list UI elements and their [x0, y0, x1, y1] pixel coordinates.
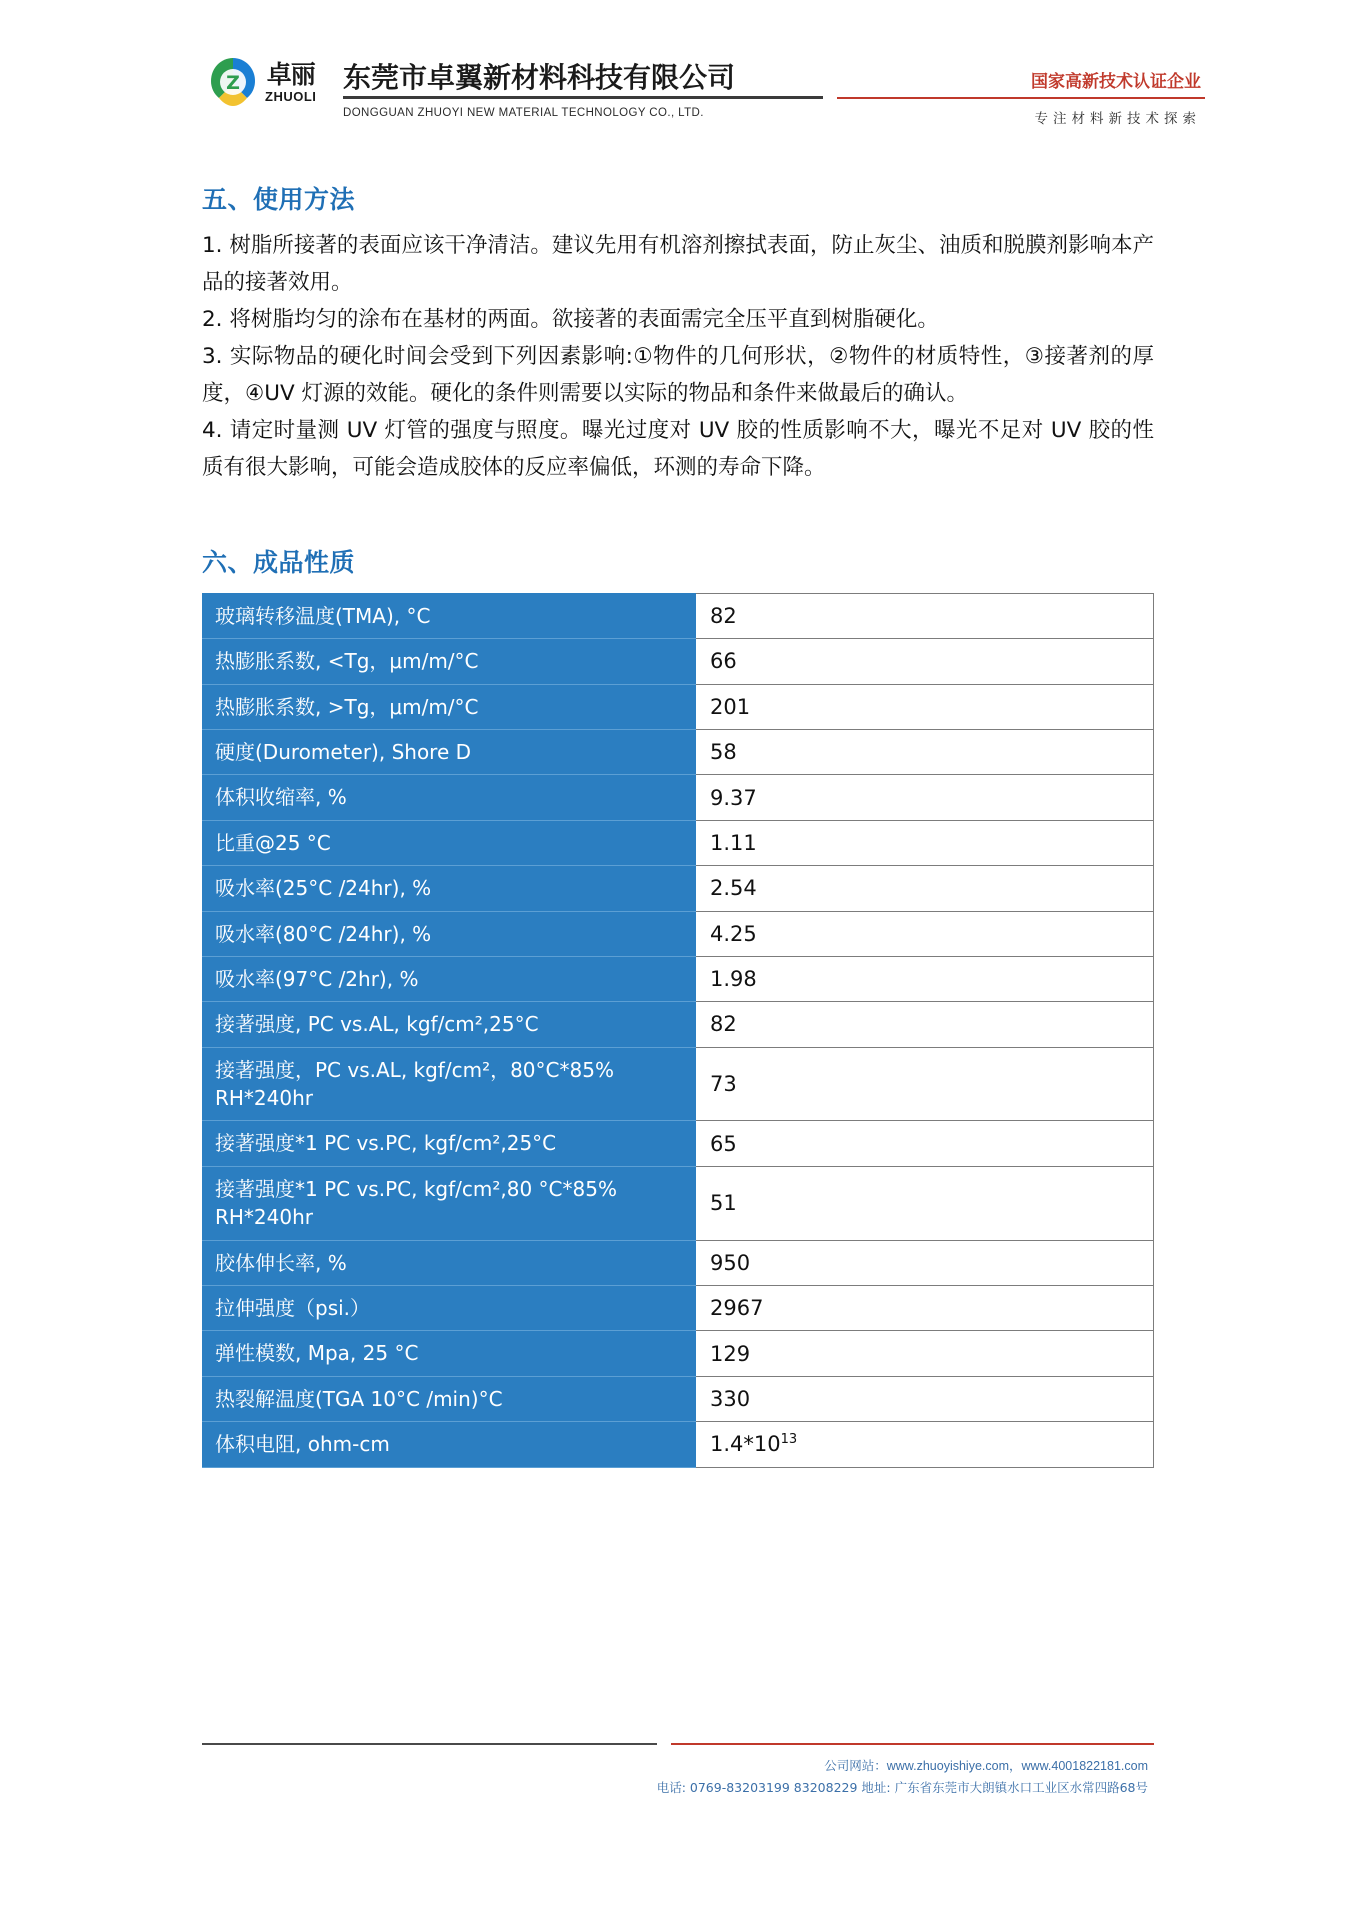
property-value-base: 1.4*10	[710, 1432, 781, 1457]
footer-text-block	[202, 1756, 1154, 1799]
usage-paragraph-2: 2. 将树脂均匀的涂布在基材的两面。欲接著的表面需完全压平直到树脂硬化。	[202, 306, 939, 332]
property-value-cell	[696, 1422, 1154, 1467]
property-value-cell: 1.11	[696, 820, 1154, 865]
property-label-cell: 玻璃转移温度(TMA), °C	[203, 593, 696, 638]
table-row	[203, 1166, 1154, 1240]
usage-paragraph-3: 3. 实际物品的硬化时间会受到下列因素影响:①物件的几何形状，②物件的材质特性，③接著剂的厚度，④UV 灯源的效能。硬化的条件则需要以实际的物品和条件来做最后的确认。	[202, 343, 1154, 406]
section-title-usage: 五、使用方法	[202, 185, 356, 214]
header-divider-dark	[343, 96, 823, 99]
property-label-cell: 比重@25 °C	[203, 820, 696, 865]
property-value-cell: 9.37	[696, 775, 1154, 820]
table-row	[203, 1002, 1154, 1047]
footer-divider-dark	[202, 1743, 657, 1745]
properties-table	[202, 593, 1154, 1468]
table-row	[203, 729, 1154, 774]
properties-table-body	[203, 593, 1154, 1467]
company-name-en: DONGGUAN ZHUOYI NEW MATERIAL TECHNOLOGY CO., LTD.	[343, 107, 704, 119]
footer-website-2[interactable]: www.4001822181.com	[1021, 1759, 1148, 1773]
header-divider-red	[837, 97, 1205, 99]
property-value-cell: 65	[696, 1121, 1154, 1166]
property-value-cell: 66	[696, 639, 1154, 684]
certification-badge: 国家高新技术认证企业	[1031, 72, 1201, 92]
company-logo	[205, 48, 333, 110]
company-slogan: 专注材料新技术探索	[1034, 111, 1201, 127]
property-value-cell: 330	[696, 1376, 1154, 1421]
table-row	[203, 956, 1154, 1001]
property-label-cell: 体积收缩率, %	[203, 775, 696, 820]
property-value-cell: 1.98	[696, 956, 1154, 1001]
table-row	[203, 1047, 1154, 1121]
footer-divider	[202, 1742, 1154, 1746]
table-row	[203, 775, 1154, 820]
logo-brand-cn: 卓丽	[266, 59, 315, 89]
property-value-cell: 4.25	[696, 911, 1154, 956]
document-content	[202, 180, 1154, 1468]
property-label-cell: 热膨胀系数, <Tg，μm/m/°C	[203, 639, 696, 684]
property-label-cell: 热裂解温度(TGA 10°C /min)°C	[203, 1376, 696, 1421]
property-value-cell: 2.54	[696, 866, 1154, 911]
header-divider	[343, 96, 1205, 100]
header-text-block	[333, 48, 1205, 127]
property-label-cell: 接著强度*1 PC vs.PC, kgf/cm²,80 °C*85% RH*240hr	[203, 1166, 696, 1240]
table-row	[203, 911, 1154, 956]
property-label-cell: 拉伸强度（psi.）	[203, 1286, 696, 1331]
footer-website-separator: ，	[1009, 1759, 1022, 1773]
table-row	[203, 820, 1154, 865]
header-divider-gap	[823, 96, 837, 100]
table-row	[203, 684, 1154, 729]
logo-wordmark	[265, 59, 317, 104]
footer-website-1[interactable]: www.zhuoyishiye.com	[886, 1759, 1009, 1773]
table-row	[203, 593, 1154, 638]
table-row	[203, 1376, 1154, 1421]
section-spacer	[202, 487, 1154, 543]
company-name-cn: 东莞市卓翼新材料科技有限公司	[343, 61, 736, 95]
footer-website-line	[202, 1756, 1148, 1777]
table-row	[203, 1286, 1154, 1331]
property-label-cell: 接著强度，PC vs.AL, kgf/cm²，80°C*85% RH*240hr	[203, 1047, 696, 1121]
property-label-cell: 接著强度, PC vs.AL, kgf/cm²,25°C	[203, 1002, 696, 1047]
property-label-cell: 弹性模数, Mpa, 25 °C	[203, 1331, 696, 1376]
page-footer	[202, 1742, 1154, 1799]
table-row	[203, 639, 1154, 684]
property-value-cell: 950	[696, 1240, 1154, 1285]
property-label-cell: 吸水率(97°C /2hr), %	[203, 956, 696, 1001]
footer-contact-line: 电话: 0769-83203199 83208229 地址: 广东省东莞市大朗镇水口工业区水常四路68号	[656, 1780, 1148, 1796]
property-value-cell: 73	[696, 1047, 1154, 1121]
section-title-properties: 六、成品性质	[202, 547, 356, 577]
property-value-cell: 58	[696, 729, 1154, 774]
property-value-cell: 82	[696, 593, 1154, 638]
table-row	[203, 1240, 1154, 1285]
property-value-cell: 51	[696, 1166, 1154, 1240]
table-row	[203, 1422, 1154, 1467]
usage-paragraph-4: 4. 请定时量测 UV 灯管的强度与照度。曝光过度对 UV 胶的性质影响不大，曝光不足对 UV 胶的性质有很大影响，可能会造成胶体的反应率偏低，环测的寿命下降。	[202, 417, 1154, 480]
page-header	[205, 48, 1205, 140]
table-row	[203, 866, 1154, 911]
property-label-cell: 胶体伸长率, %	[203, 1240, 696, 1285]
footer-divider-red	[671, 1743, 1154, 1745]
property-label-cell: 热膨胀系数, >Tg，μm/m/°C	[203, 684, 696, 729]
property-value-exponent: 13	[780, 1432, 798, 1448]
table-row	[203, 1331, 1154, 1376]
property-label-cell: 接著强度*1 PC vs.PC, kgf/cm²,25°C	[203, 1121, 696, 1166]
footer-website-label: 公司网站：	[824, 1759, 887, 1773]
property-value-cell: 2967	[696, 1286, 1154, 1331]
table-row	[203, 1121, 1154, 1166]
property-label-cell: 吸水率(25°C /24hr), %	[203, 866, 696, 911]
property-label-cell: 体积电阻, ohm-cm	[203, 1422, 696, 1467]
property-value-cell: 201	[696, 684, 1154, 729]
zhuoli-logo-icon	[205, 54, 261, 110]
property-label-cell: 吸水率(80°C /24hr), %	[203, 911, 696, 956]
property-value-cell: 82	[696, 1002, 1154, 1047]
property-value-cell: 129	[696, 1331, 1154, 1376]
usage-paragraph-1: 1. 树脂所接著的表面应该干净清洁。建议先用有机溶剂擦拭表面，防止灰尘、油质和脱膜剂影响本产品的接著效用。	[202, 233, 1154, 295]
logo-brand-en: ZHUOLI	[265, 88, 317, 104]
property-label-cell: 硬度(Durometer), Shore D	[203, 729, 696, 774]
svg-text:Z: Z	[226, 72, 240, 94]
